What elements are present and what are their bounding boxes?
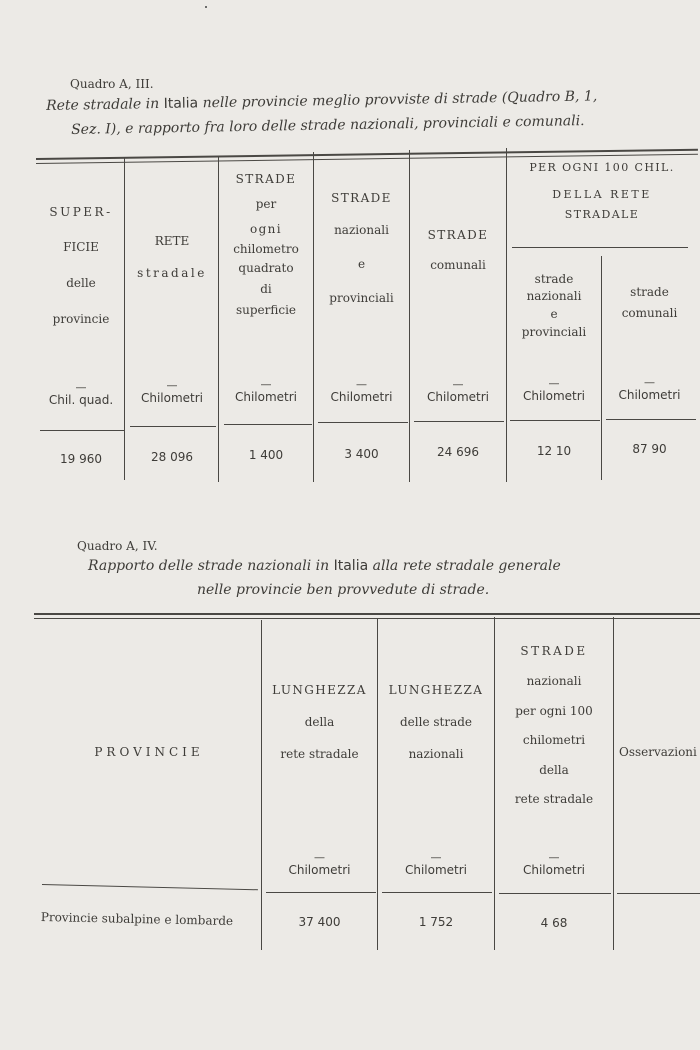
table-a4-caption-line1: Rapporto delle strade nazionali in Italia alla rete stradale generale bbox=[88, 558, 561, 574]
unit-cell: — Chilometri bbox=[522, 851, 586, 877]
table-a3-unit-rule bbox=[130, 426, 216, 427]
unit-cell: — Chilometri bbox=[618, 376, 681, 402]
table-a4-unit-rule bbox=[382, 892, 492, 893]
table-a4-top-rule-thin bbox=[34, 618, 700, 619]
value-strade-100: 4 68 bbox=[540, 916, 568, 930]
table-a3-caption-line1: Rete stradale in Italia nelle provincie meglio provviste di strade (Quadro B, 1, bbox=[46, 88, 598, 114]
table-a4-col-line bbox=[377, 619, 378, 950]
value-strade-nazionali: 3 400 bbox=[344, 447, 379, 461]
row-provincie-name: Provincie subalpine e lombarde bbox=[40, 910, 234, 929]
unit-cell: — Chilometri bbox=[288, 851, 351, 877]
header-per-ogni-100: PER OGNI 100 CHIL. DELLA RETE STRADALE bbox=[529, 161, 675, 221]
value-pct-comunali: 87 90 bbox=[632, 442, 667, 456]
header-lunghezza-nazionali: LUNGHEZZA delle strade nazionali bbox=[388, 683, 484, 761]
table-a3-col-line bbox=[124, 158, 125, 480]
value-lunghezza-rete: 37 400 bbox=[298, 915, 341, 929]
table-a4-unit-rule bbox=[42, 884, 258, 890]
subheader-strade-nazionali: strade nazionali e provinciali bbox=[521, 272, 587, 339]
table-a3-unit-rule bbox=[414, 421, 504, 422]
unit-cell: — Chil. quad. bbox=[48, 381, 114, 407]
header-superficie: SUPER- FICIE delle provincie bbox=[49, 205, 113, 326]
header-provincie: PROVINCIE bbox=[94, 745, 204, 759]
unit-cell: — Chilometri bbox=[404, 851, 468, 877]
unit-cell: — Chilometri bbox=[234, 378, 298, 404]
table-a3-unit-rule bbox=[318, 422, 408, 423]
subheader-strade-comunali: strade comunali bbox=[621, 285, 678, 320]
unit-cell: — Chilometri bbox=[522, 377, 586, 403]
table-a4-label: Quadro A, IV. bbox=[77, 539, 158, 553]
value-rete-stradale: 28 096 bbox=[151, 450, 193, 464]
header-per-ogni-100-underline bbox=[512, 247, 688, 248]
table-a4-col-line bbox=[613, 617, 614, 950]
table-a3-unit-rule bbox=[224, 424, 312, 425]
table-a4-col-line bbox=[261, 620, 262, 950]
header-strade-per-km: STRADE per ogni chilometro quadrato di superficie bbox=[233, 172, 299, 317]
table-a3-caption-line2: Sez. I), e rapporto fra loro delle strade nazionali, provinciali e comunali. bbox=[71, 113, 585, 138]
table-a4-top-rule bbox=[34, 613, 700, 615]
value-pct-nazionali: 12 10 bbox=[536, 444, 572, 458]
table-a3-label: Quadro A, III. bbox=[70, 77, 154, 91]
table-a4-unit-rule bbox=[617, 893, 700, 894]
header-rete-stradale: RETE stradale bbox=[137, 234, 207, 280]
header-strade-nazionali: STRADE nazionali e provinciali bbox=[329, 191, 394, 305]
table-a4-unit-rule bbox=[266, 892, 376, 893]
header-lunghezza-rete: LUNGHEZZA della rete stradale bbox=[272, 683, 367, 761]
unit-cell: — Chilometri bbox=[330, 378, 393, 404]
table-a4-caption-line2: nelle provincie ben provvedute di strade. bbox=[197, 582, 490, 598]
header-strade-comunali: STRADE comunali bbox=[427, 228, 489, 272]
header-strade-100: STRADE nazionali per ogni 100 chilometri della rete stradale bbox=[514, 644, 594, 806]
value-lunghezza-nazionali: 1 752 bbox=[418, 915, 454, 929]
table-a4-unit-rule bbox=[499, 893, 611, 894]
unit-cell: — Chilometri bbox=[140, 379, 204, 405]
table-a3-col-line bbox=[409, 150, 410, 482]
table-a3-unit-rule bbox=[510, 420, 600, 421]
value-strade-comunali: 24 696 bbox=[437, 445, 479, 459]
speck bbox=[205, 6, 207, 8]
value-superficie: 19 960 bbox=[60, 452, 102, 466]
table-a3-unit-rule bbox=[40, 430, 124, 431]
table-a3-unit-rule bbox=[606, 419, 696, 420]
unit-cell: — Chilometri bbox=[426, 378, 490, 404]
header-osservazioni: Osservazioni bbox=[619, 745, 697, 759]
value-strade-per-km: 1 400 bbox=[248, 448, 284, 462]
